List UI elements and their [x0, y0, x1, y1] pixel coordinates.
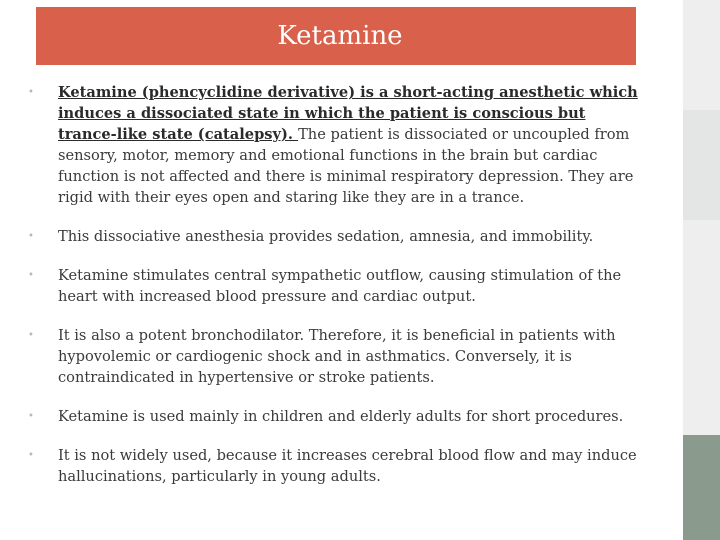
bullet-icon: • — [28, 330, 34, 341]
bullet-text: This dissociative anesthesia provides sedation, amnesia, and immobility. — [58, 228, 594, 245]
bullet-text: Ketamine is used mainly in children and elderly adults for short procedures. — [58, 408, 624, 425]
bullet-item — [26, 82, 646, 208]
bullet-text: Ketamine stimulates central sympathetic outflow, causing stimulation of the heart with increased blood pressure and cardiac output. — [58, 267, 622, 305]
bullet-icon: • — [28, 411, 34, 422]
bullet-emphasis-text: Ketamine (phencyclidine derivative) is a short-acting anesthetic which induces a dissociated state in which the patient is conscious but trance-like state (catalepsy). — [58, 84, 638, 143]
bullet-icon: • — [28, 87, 34, 98]
band-segment-accent — [683, 435, 720, 540]
bullet-item — [26, 325, 646, 388]
bullet-text: It is not widely used, because it increases cerebral blood flow and may induce hallucinations, particularly in young adults. — [58, 447, 637, 485]
bullet-icon: • — [28, 450, 34, 461]
bullet-text: It is also a potent bronchodilator. Therefore, it is beneficial in patients with hypovolemic or cardiogenic shock and in asthmatics. Conversely, it is contraindicated in hypertensive or stroke patients. — [58, 327, 616, 386]
band-segment — [683, 110, 720, 220]
bullet-item — [26, 445, 646, 487]
bullet-item — [26, 265, 646, 307]
bullet-icon: • — [28, 270, 34, 281]
bullet-item — [26, 226, 646, 247]
band-segment — [683, 0, 720, 110]
band-segment — [683, 220, 720, 435]
bullet-icon: • — [28, 231, 34, 242]
bullet-item — [26, 406, 646, 427]
bullet-text: The patient is dissociated or uncoupled from sensory, motor, memory and emotional functions in the brain but cardiac function is not affected and there is minimal respiratory depression. They are rigid with their eyes open and staring like they are in a trance. — [58, 126, 634, 206]
title-bar — [36, 7, 636, 65]
slide-title: Ketamine — [277, 21, 403, 51]
right-decorative-band — [683, 0, 720, 540]
bullet-list — [26, 82, 646, 505]
